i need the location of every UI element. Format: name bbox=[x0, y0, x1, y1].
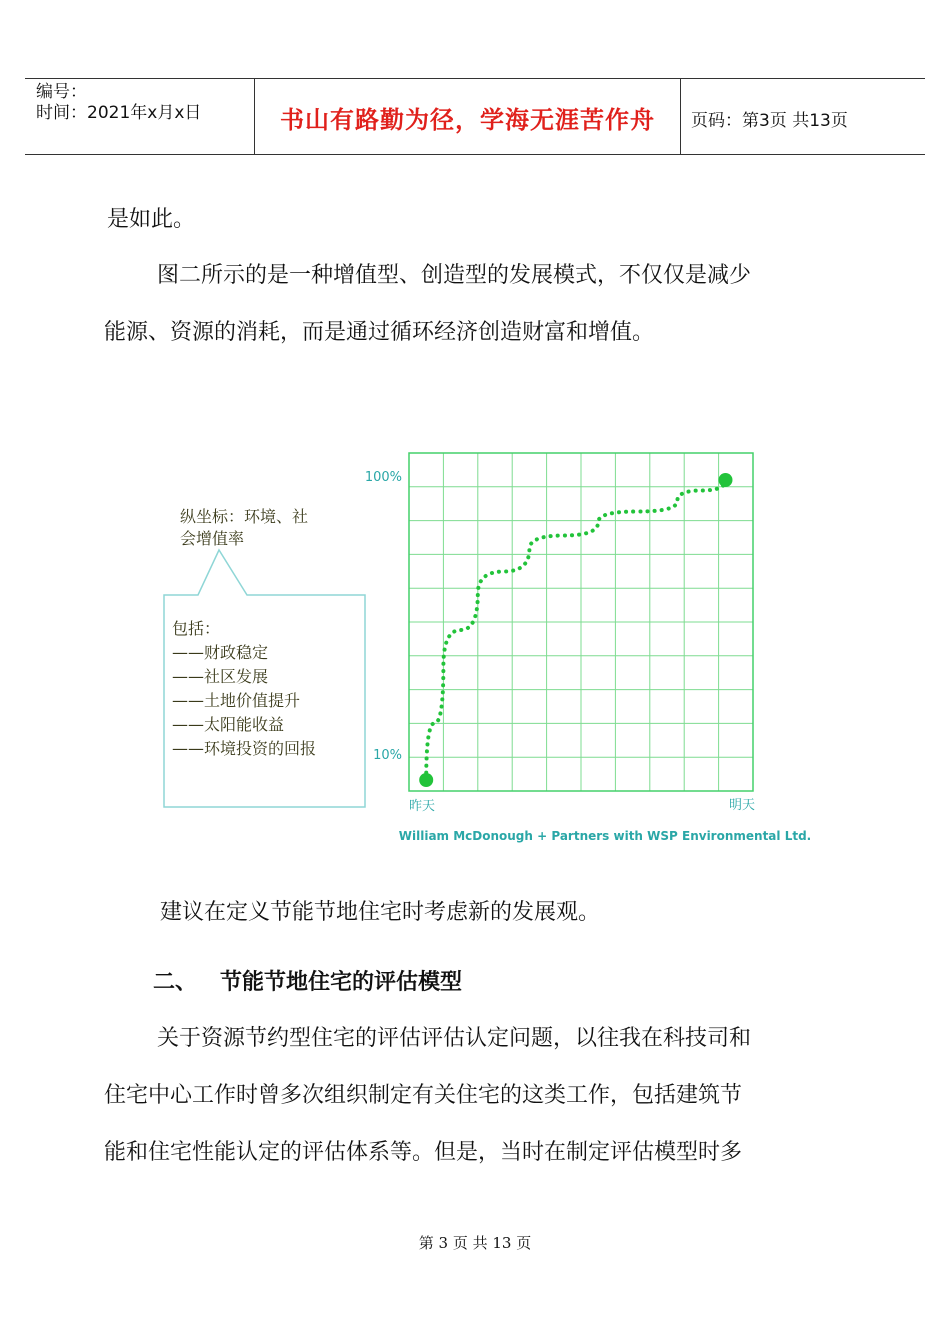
header-bottom-rule bbox=[25, 154, 925, 155]
paragraph-2-line-1: 图二所示的是一种增值型、创造型的发展模式，不仅仅是减少 bbox=[157, 263, 752, 288]
header-divider-2 bbox=[680, 78, 681, 154]
chart-source: William McDonough + Partners with WSP Environmental Ltd. bbox=[398, 829, 812, 843]
paragraph-4-line-1: 关于资源节约型住宅的评估评估认定问题，以往我在科技司和 bbox=[157, 1026, 752, 1051]
includes-item: ——财政稳定 bbox=[172, 643, 269, 662]
includes-item: ——环境投资的回报 bbox=[172, 739, 317, 758]
page-footer: 第 3 页 共 13 页 bbox=[418, 1234, 532, 1252]
x-tick-yesterday: 昨天 bbox=[408, 799, 436, 814]
paragraph-2-line-2: 能源、资源的消耗，而是通过循环经济创造财富和增值。 bbox=[104, 320, 655, 345]
section-heading: 二、 节能节地住宅的评估模型 bbox=[153, 970, 462, 995]
header-motto: 书山有路勤为径，学海无涯苦作舟 bbox=[280, 105, 655, 134]
axis-note-line-2: 会增值率 bbox=[180, 529, 245, 548]
includes-item: ——太阳能收益 bbox=[172, 715, 285, 734]
header-time: 时间：2021年x月x日 bbox=[36, 103, 202, 123]
includes-list bbox=[172, 617, 316, 761]
axis-note-line-1: 纵坐标：环境、社 bbox=[180, 507, 309, 526]
series-start-point bbox=[419, 773, 433, 787]
y-tick-100: 100% bbox=[364, 470, 402, 485]
header-page-info: 页码：第3页 共13页 bbox=[691, 111, 848, 131]
paragraph-1: 是如此。 bbox=[107, 207, 196, 232]
series-end-point bbox=[718, 473, 732, 487]
includes-item: ——社区发展 bbox=[172, 667, 269, 686]
paragraph-4-line-2: 住宅中心工作时曾多次组织制定有关住宅的这类工作，包括建筑节 bbox=[104, 1083, 743, 1108]
paragraph-3: 建议在定义节能节地住宅时考虑新的发展观。 bbox=[160, 900, 601, 925]
header-meta bbox=[36, 82, 201, 124]
paragraph-4-line-3: 能和住宅性能认定的评估体系等。但是，当时在制定评估模型时多 bbox=[104, 1140, 743, 1165]
figure-chart bbox=[0, 420, 950, 900]
chart-grid bbox=[409, 453, 753, 791]
includes-title: 包括： bbox=[172, 619, 221, 638]
y-tick-10: 10% bbox=[373, 748, 402, 763]
x-tick-tomorrow: 明天 bbox=[728, 798, 756, 813]
series-curve bbox=[426, 480, 725, 780]
includes-item: ——土地价值提升 bbox=[172, 691, 301, 710]
axis-note bbox=[180, 506, 308, 550]
header-top-rule bbox=[25, 78, 925, 79]
header-number: 编号： bbox=[36, 82, 87, 102]
